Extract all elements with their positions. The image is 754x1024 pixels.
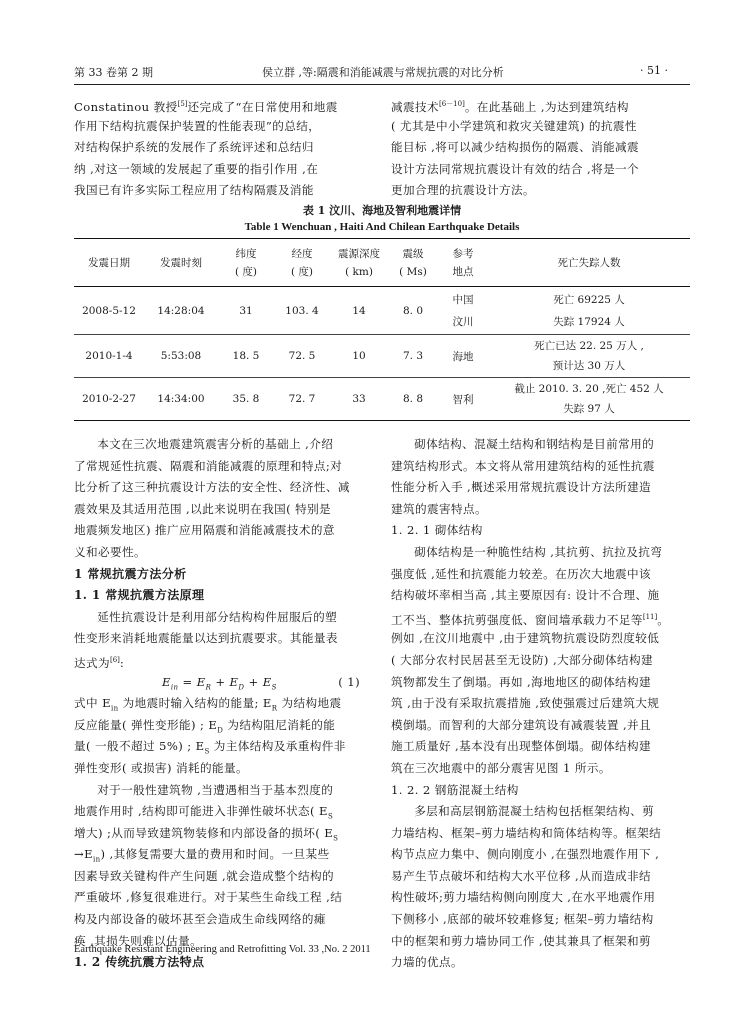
intro-right-line: ( 尤其是中小学建筑和救灾关键建筑) 的抗震性 [391, 118, 637, 133]
text-line: 达式为[6]: [74, 655, 125, 670]
text-line: ( 大部分农村民居甚至无设防) ,大部分砌体结构建 [391, 652, 653, 667]
intro-right-line: 设计方法同常规抗震设计有效的结合 ,将是一个 [391, 161, 640, 176]
journal-footer: Earthquake Resistant Engineering and Retrofitting Vol. 33 ,No. 2 2011 [74, 944, 371, 955]
cell-casualties: 死亡 69225 人 失踪 17924 人 [553, 293, 625, 328]
header-rule [74, 84, 690, 85]
text-line: 弹性变形( 或损害) 消耗的能量。 [74, 760, 248, 775]
cell-time: 14:34:00 [144, 378, 218, 421]
running-title: 侯立群 ,等:隔震和消能减震与常规抗震的对比分析 [262, 66, 504, 79]
text-line: 建筑的震害特点。 [391, 501, 487, 516]
text-line: 下侧移小 ,底部的破坏较难修复; 框架–剪力墙结构 [391, 912, 654, 927]
text-line: 构性破坏;剪力墙结构侧向刚度大 ,在水平地震作用 [391, 890, 656, 905]
subsection-heading: 1. 2 传统抗震方法特点 [74, 955, 205, 970]
cell-depth: 14 [352, 304, 366, 317]
text-line: 例如 ,在汶川地震中 ,由于建筑物抗震设防烈度较低 [391, 631, 660, 646]
equation-number: ( 1) [338, 674, 360, 689]
intro-left [74, 94, 374, 202]
col-header-casualties: 死亡失踪人数 [557, 257, 621, 269]
right-column [391, 434, 691, 974]
cell-longitude: 103. 4 [285, 304, 319, 317]
text-line: 对于一般性建筑物 ,当遭遇相当于基本烈度的 [97, 782, 334, 797]
col-header-longitude: 经度 ( 度) [290, 247, 314, 278]
cell-depth: 33 [330, 378, 388, 421]
text-line: 地震作用时 ,结构即可能进入非弹性破坏状态( $E_S$ [74, 804, 334, 821]
text-line: 筑 ,由于没有采取抗震措施 ,致使强震过后建筑大规 [391, 696, 660, 711]
equation-line [74, 672, 374, 694]
text-line: 因素导致关键构件产生问题 ,就会造成整个结构的 [74, 868, 335, 883]
text-line: 震效果及其适用范围 ,以此来说明在我国( 特别是 [74, 501, 332, 516]
left-column [74, 434, 374, 974]
col-header-magnitude: 震级 ( Ms) [399, 247, 427, 278]
text-line: 多层和高层钢筋混凝土结构包括框架结构、剪 [414, 804, 655, 819]
text-line: 结构破坏率相当高 ,其主要原因有: 设计不合理、施 [391, 588, 660, 603]
text-line: 筑物都发生了倒塌。再如 ,海地地区的砌体结构建 [391, 674, 652, 689]
subsubsection-heading: 1. 2. 2 钢筋混凝土结构 [391, 782, 519, 797]
text-line: 性能分析入手 ,概述采用常规抗震设计方法所建造 [391, 480, 652, 495]
text-line: 义和必要性。 [74, 544, 146, 559]
section-heading: 1 常规抗震方法分析 [74, 566, 187, 581]
subsection-heading: 1. 1 常规抗震方法原理 [74, 588, 205, 603]
journal-volume: 第 33 卷第 2 期 [74, 66, 153, 79]
intro-right-line: 减震技术[6－10]。在此基础上 ,为达到建筑结构 [391, 100, 629, 114]
citation: [5] [177, 100, 188, 108]
text-line: 延性抗震设计是利用部分结构构件屈服后的塑 [97, 609, 338, 624]
col-header-place: 参考 地点 [452, 247, 474, 278]
intro-right-line: 能目标 ,将可以减少结构损伤的隔震、消能减震 [391, 140, 640, 155]
cell-longitude: 72. 5 [274, 335, 330, 378]
intro-right-line: 更加合理的抗震设计方法。 [391, 183, 535, 198]
text-line: 式中 $E_{in}$ 为地震时输入结构的能量; $E_R$ 为结构地震 [74, 696, 342, 713]
col-header-time: 发震时刻 [160, 257, 202, 269]
table-row [74, 335, 690, 378]
cell-casualties: 截止 2010. 3. 20 ,死亡 452 人 失踪 97 人 [488, 378, 690, 421]
table-caption-en: Table 1 Wenchuan , Haiti And Chilean Earthquake Details [244, 221, 520, 233]
cell-latitude: 31 [239, 304, 253, 317]
cell-casualties: 死亡已达 22. 25 万人 , 预计达 30 万人 [488, 335, 690, 378]
intro-right [391, 94, 691, 202]
cell-latitude: 35. 8 [218, 378, 274, 421]
page-number: · 51 · [640, 64, 668, 77]
text-line: 施工质量好 ,基本没有出现整体倒塌。砌体结构建 [391, 739, 652, 754]
text-line: 筑在三次地震中的部分震害见图 1 所示。 [391, 760, 611, 775]
text-line: 比分析了这三种抗震设计方法的安全性、经济性、减 [74, 480, 350, 495]
text-line: 严重破坏 ,修复很难进行。对于某些生命线工程 ,结 [74, 890, 343, 905]
text-line: 了常规延性抗震、隔震和消能减震的原理和特点;对 [74, 458, 343, 473]
earthquake-table [74, 238, 690, 421]
text-line: 工不当、整体抗剪强度低、窗间墙承载力不足等[11]。 [391, 612, 670, 627]
cell-date: 2008-5-12 [82, 304, 136, 317]
cell-time: 14:28:04 [157, 304, 205, 317]
table-header-row [74, 239, 690, 287]
cell-magnitude: 8. 0 [402, 304, 424, 317]
text-line: 中的框架和剪力墙协同工作 ,使其兼具了框架和剪 [391, 933, 652, 948]
subsubsection-heading: 1. 2. 1 砌体结构 [391, 523, 483, 538]
intro-left-line: 对结构保护系统的发展作了系统评述和总结归 [74, 140, 314, 155]
cell-place: 海地 [438, 335, 488, 378]
text-line: 反应能量( 弹性变形能) ; $E_D$ 为结构阻尼消耗的能 [74, 717, 336, 735]
text-line: 构及内部设备的破坏甚至会造成生命线网络的瘫 [74, 912, 326, 927]
text-line: 构节点应力集中、侧向刚度小 ,在强烈地震作用下 , [391, 847, 660, 862]
table-row [74, 287, 690, 335]
text-line: $\to E_{in}$) ,其修复需要大量的费用和时间。一旦某些 [74, 847, 330, 864]
text-line: 力墙的优点。 [391, 955, 463, 970]
text-line: 增大) ;从而导致建筑物装修和内部设备的损坏( $E_S$ [74, 825, 339, 842]
cell-magnitude: 8. 8 [388, 378, 438, 421]
intro-left-line: 我国已有许多实际工程应用了结构隔震及消能 [74, 183, 314, 198]
col-header-depth: 震源深度 ( km) [338, 247, 380, 278]
col-header-date: 发震日期 [88, 257, 130, 269]
citation: [6－10] [438, 100, 465, 108]
text-line: 模倒塌。而智利的大部分建筑设有减震装置 ,并且 [391, 717, 652, 732]
citation: [6] [109, 655, 120, 664]
cell-date: 2010-2-27 [74, 378, 144, 421]
text-line: 性变形来消耗地震能量以达到抗震要求。其能量表 [74, 631, 338, 646]
text-line: 易产生节点破坏和结构大水平位移 ,从而造成非结 [391, 868, 652, 883]
text-line: 地震频发地区) 推广应用隔震和消能减震技术的意 [74, 523, 335, 538]
table-row [74, 378, 690, 421]
cell-time: 5:53:08 [144, 335, 218, 378]
cell-magnitude: 7. 3 [388, 335, 438, 378]
cell-place: 智利 [438, 378, 488, 421]
cell-place: 中国 汶川 [452, 293, 474, 328]
equation: $E_{in} = E_R + E_D + E_S$ [162, 674, 277, 691]
text-line: 砌体结构、混凝土结构和钢结构是目前常用的 [414, 437, 655, 451]
text-line: 力墙结构、框架–剪力墙结构和筒体结构等。框架结 [391, 825, 662, 840]
intro-left-line: Constatinou 教授[5]还完成了“在日常使用和地震 [74, 100, 338, 114]
intro-left-line: 纳 ,对这一领域的发展起了重要的指引作用 ,在 [74, 161, 319, 176]
text-line: 本文在三次地震建筑震害分析的基础上 ,介绍 [97, 437, 334, 451]
cell-longitude: 72. 7 [274, 378, 330, 421]
text-line: 强度低 ,延性和抗震能力较差。在历次大地震中该 [391, 566, 652, 581]
text-line: 砌体结构是一种脆性结构 ,其抗剪、抗拉及抗弯 [414, 544, 663, 559]
text-line: 建筑结构形式。本文将从常用建筑结构的延性抗震 [391, 458, 655, 473]
col-header-latitude: 纬度 ( 度) [234, 247, 258, 278]
citation: [11] [642, 612, 658, 621]
text-line: 痪 ,其损失则难以估量。 [74, 933, 203, 948]
cell-latitude: 18. 5 [218, 335, 274, 378]
table-caption-cn: 表 1 汶川、海地及智利地震详情 [302, 204, 462, 217]
intro-left-line: 作用下结构抗震保护装置的性能表现”的总结， [74, 118, 321, 133]
cell-date: 2010-1-4 [74, 335, 144, 378]
cell-depth: 10 [330, 335, 388, 378]
text-line: 量( 一般不超过 5%) ; $E_S$ 为主体结构及承重构件非 [74, 739, 346, 756]
